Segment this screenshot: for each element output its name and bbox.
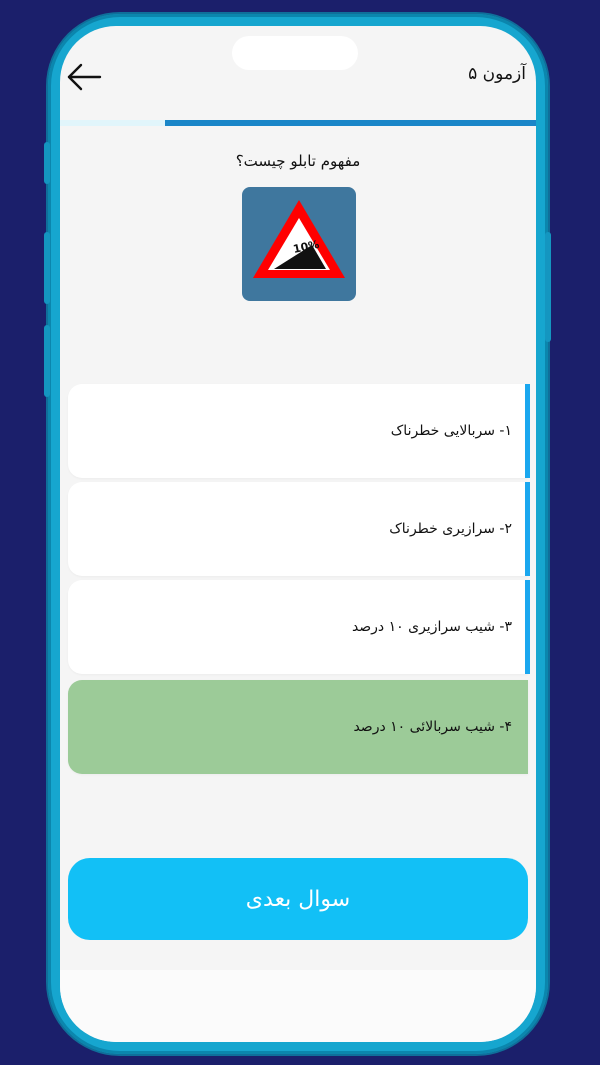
- phone-side-button-volume-down: [44, 325, 50, 397]
- question-text: مفهوم تابلو چیست؟: [235, 152, 361, 170]
- option-label: ۳- شیب سرازیری ۱۰ درصد: [351, 619, 512, 635]
- next-question-button[interactable]: سوال بعدی: [68, 858, 528, 940]
- phone-side-button-mute: [44, 142, 50, 184]
- option-accent-bar: [525, 482, 530, 576]
- road-sign-image: [242, 187, 356, 301]
- answer-option-4[interactable]: [68, 680, 528, 774]
- bottom-panel: [60, 970, 536, 1042]
- phone-side-button-volume-up: [44, 232, 50, 304]
- answer-option-3[interactable]: [68, 580, 528, 674]
- option-label: ۱- سربالایی خطرناک: [390, 423, 512, 439]
- app-screen: [60, 26, 536, 1042]
- option-accent-bar: [525, 580, 530, 674]
- option-accent-bar: [525, 384, 530, 478]
- answer-option-1[interactable]: [68, 384, 528, 478]
- answer-option-2[interactable]: [68, 482, 528, 576]
- phone-notch: [232, 36, 358, 70]
- arrow-left-icon[interactable]: [66, 62, 102, 92]
- option-label: ۴- شیب سربالائی ۱۰ درصد: [353, 719, 512, 735]
- sign-label: 10%: [291, 237, 321, 256]
- progress-bar: [60, 120, 536, 126]
- progress-bar-fill: [165, 120, 536, 126]
- page-title: آزمون ۵: [468, 64, 526, 84]
- phone-side-button-power: [545, 232, 551, 342]
- option-label: ۲- سرازیری خطرناک: [389, 521, 512, 537]
- steep-incline-warning-sign-icon: [242, 187, 356, 301]
